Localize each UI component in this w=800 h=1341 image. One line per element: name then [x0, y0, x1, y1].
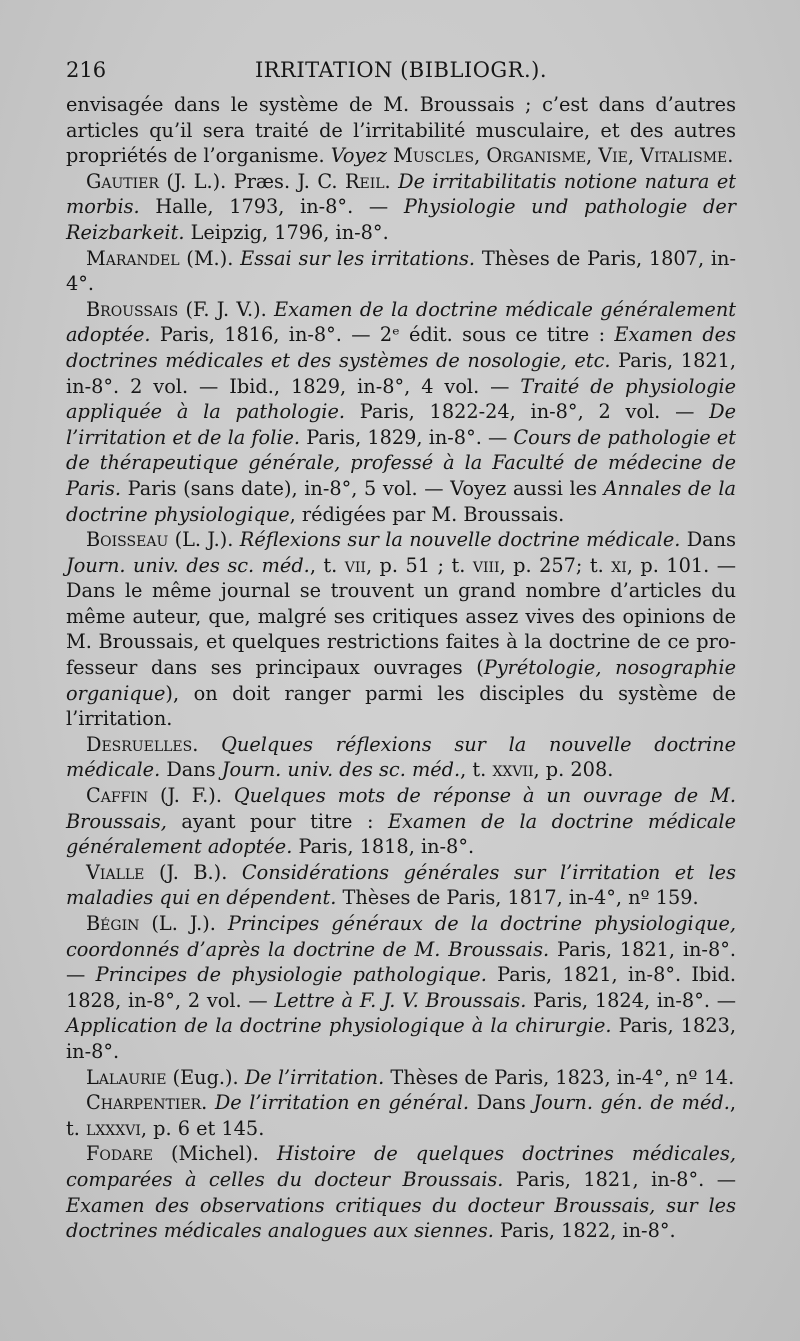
entry-text: (J. B.). — [144, 860, 242, 884]
entry-text: Dans — [160, 758, 222, 782]
entry-text: . — [727, 144, 734, 168]
entry-text: (L. J.). — [168, 528, 240, 552]
author-name: Caffin — [86, 784, 149, 808]
entry-text: , p. 51 ; t. — [365, 553, 473, 577]
entry-text: (F. J. V.). — [178, 297, 275, 321]
title-text: Quelques réflexions sur la nouvelle doctrine médicale. — [66, 732, 736, 782]
entry-text: vii — [344, 553, 366, 577]
entry-text: , t. — [66, 1091, 736, 1140]
title-text: Journ. gén. de méd. — [533, 1091, 730, 1115]
entry-text: Paris, 1823, in-8°. — [66, 1014, 736, 1063]
entry-text: , — [585, 144, 599, 168]
title-text: Lettre à F. J. V. Broussais. — [274, 988, 527, 1012]
entry-text: xxvii — [492, 758, 534, 782]
entry-text: (Eug.). — [166, 1065, 245, 1089]
title-text: Cours de pathologie et de thérapeutique générale, professé à la Faculté de médecine de Paris. — [66, 425, 736, 500]
bibliography-entry-desruelles — [66, 732, 736, 783]
author-name: Lalaurie — [86, 1065, 167, 1089]
bibliography-text — [66, 92, 736, 1244]
entry-text: xi — [611, 553, 627, 577]
entry-text: (J. L.). Præs. J. C. — [158, 169, 345, 193]
entry-text: , — [627, 144, 641, 168]
entry-text: Paris, 1822-24, in-8°, 2 vol. — — [345, 400, 710, 424]
author-name: Reil — [344, 169, 385, 193]
title-text: Quelques mots de réponse à un ouvrage de M. Broussais, — [66, 784, 736, 833]
entry-text: Thèses de Paris, 1807, in-4°. — [66, 246, 736, 296]
entry-text: Paris, 1829, in-8°. — — [300, 425, 514, 449]
entry-text: Thèses de Paris, 1817, in-4°, nº 159. — [336, 886, 699, 910]
title-text: Examen des doctrines médicales et des systèmes de nosologie, etc. — [66, 323, 736, 372]
title-text: Voyez — [330, 144, 387, 168]
bibliography-entry-broussais — [66, 297, 736, 527]
entry-text: ayant pour titre : — [166, 809, 389, 833]
intro-paragraph — [66, 92, 736, 169]
entry-text: Paris, 1821, in-8°. — — [503, 1167, 736, 1191]
entry-text: lxxxvi — [86, 1116, 141, 1140]
entry-text: . — [384, 169, 399, 193]
author-name: Marandel — [86, 246, 180, 270]
author-name: Boisseau — [86, 528, 169, 552]
author-name: Bégin — [86, 912, 140, 935]
entry-text: viii — [472, 553, 500, 577]
entry-text: , t. — [309, 553, 345, 577]
title-text: Journ. univ. des sc. méd. — [221, 758, 461, 782]
entry-text: , p. 6 et 145. — [140, 1116, 265, 1140]
title-text: Principes généraux de la doctrine physiologique, coordonnés d’après la doctrine de M. Broussais. — [66, 912, 736, 961]
author-name: Vialle — [86, 860, 145, 884]
running-head: IRRITATION (BIBLIOGR.). — [254, 58, 548, 82]
bibliography-entry-marandel — [66, 246, 736, 297]
entry-text: Paris, 1824, in-8°. — — [526, 988, 736, 1012]
title-text: Pyrétologie, nosographie organique — [66, 656, 736, 705]
title-text: Principes de physiologie pathologique. — [95, 963, 487, 987]
bibliography-entry-gautier — [66, 169, 736, 246]
entry-text: Thèses de Paris, 1823, in-4°, nº 14. — [384, 1065, 735, 1089]
entry-text: envisagée dans le système de M. Broussais ; c’est dans d’autres articles qu’il sera traité de l’irritabilité musculaire, et des autres propriétés de l’organisme. — [66, 93, 736, 168]
title-text: De l’irritation. — [244, 1065, 385, 1089]
entry-text: , p. 208. — [533, 758, 614, 782]
author-name: Desruelles — [86, 732, 193, 756]
page-number: 216 — [66, 58, 107, 82]
page-header — [66, 58, 736, 88]
title-text: Examen de la doctrine médicale généralement adoptée. — [66, 809, 736, 859]
entry-text: (M.). — [179, 246, 241, 270]
entry-text: Vie — [598, 144, 628, 168]
entry-text: Paris (sans date), in-8°, 5 vol. — Voyez aussi les — [121, 476, 604, 500]
title-text: De irritabilitatis notione natura et morbis. — [66, 169, 736, 219]
title-text: Application de la doctrine physiologique à la chirurgie. — [66, 1014, 612, 1038]
title-text: Histoire de quelques doctrines médicales, comparées à celles du docteur Broussais. — [66, 1142, 736, 1191]
author-name: Gautier — [86, 169, 159, 193]
entry-text: . — [201, 1091, 215, 1115]
title-text: Traité de physiologie appliquée à la pathologie. — [66, 374, 736, 424]
bibliography-entry-begin — [66, 911, 736, 1065]
entry-text: , p. 257; t. — [499, 553, 612, 577]
title-text: Journ. univ. des sc. méd. — [66, 553, 310, 577]
entry-text: Paris, 1822, in-8°. — [493, 1219, 676, 1243]
entry-text: Paris, 1816, in-8°. — 2ᵉ édit. sous ce titre : — [150, 323, 615, 347]
entry-text: Leipzig, 1796, in-8°. — [184, 220, 389, 244]
entry-text: , t. — [460, 758, 493, 782]
title-text: De l’irritation en général. — [214, 1091, 470, 1115]
title-text: De l’irritation et de la folie. — [66, 400, 736, 449]
entry-text: Dans — [469, 1091, 534, 1115]
entry-text: Paris, 1821, in-8°. 2 vol. — Ibid., 1829, in-8°, 4 vol. — — [66, 348, 737, 398]
bibliography-entry-lalaurie — [66, 1065, 736, 1091]
entry-text: Vitalisme — [640, 144, 728, 168]
entry-text: Paris, 1821, in-8°. Ibid. 1828, in-8°, 2 vol. — — [66, 963, 736, 1012]
bibliography-entry-vialle — [66, 860, 736, 911]
entry-text: Paris, 1818, in-8°. — [292, 835, 475, 859]
entry-text: , rédigées par M. Broussais. — [289, 502, 565, 526]
entry-text: , — [474, 144, 487, 168]
bibliography-entry-charpentier — [66, 1090, 736, 1141]
entry-text: ), on doit ranger parmi les disciples du système de l’irritation. — [66, 681, 736, 731]
title-text: Examen de la doctrine médicale généralement adoptée. — [66, 297, 736, 347]
entry-text: Dans — [680, 528, 736, 552]
title-text: Essai sur les irritations. — [240, 246, 476, 270]
entry-text: (L. J.). — [139, 912, 228, 935]
title-text: Annales de la doctrine physiologique — [66, 476, 736, 526]
title-text: Considérations générales sur l’irritation et les maladies qui en dépendent. — [66, 860, 736, 910]
entry-text: Paris, 1821, in-8°. — — [66, 937, 736, 987]
entry-text: (Michel). — [152, 1142, 277, 1166]
entry-text: , p. 101. — Dans le même journal se trouvent un grand nombre d’articles du même auteur, que, malgré ses critiques assez vives des opinions de M. Broussais, et quelques restrictions faites à la doctrine de ce professeur dans ses principaux ouvrages ( — [66, 553, 736, 680]
title-text: Examen des observations critiques du docteur Broussais, sur les doctrines médicales analogues aux siennes. — [66, 1193, 736, 1243]
bibliography-entry-caffin — [66, 783, 736, 860]
entry-text: Halle, 1793, in-8°. — — [139, 195, 404, 219]
author-name: Broussais — [86, 297, 179, 321]
entry-text: (J. F.). — [148, 784, 234, 808]
bibliography-entry-boisseau — [66, 527, 736, 732]
entry-text: Organisme — [486, 144, 586, 168]
title-text: Physiologie und pathologie der Reizbarkeit. — [66, 195, 736, 244]
author-name: Fodare — [86, 1142, 153, 1166]
entry-text: . — [192, 732, 222, 756]
bibliography-entry-fodare — [66, 1141, 736, 1243]
title-text: Réflexions sur la nouvelle doctrine médicale. — [239, 528, 681, 552]
author-name: Charpentier — [86, 1091, 202, 1115]
entry-text: Muscles — [393, 144, 475, 168]
